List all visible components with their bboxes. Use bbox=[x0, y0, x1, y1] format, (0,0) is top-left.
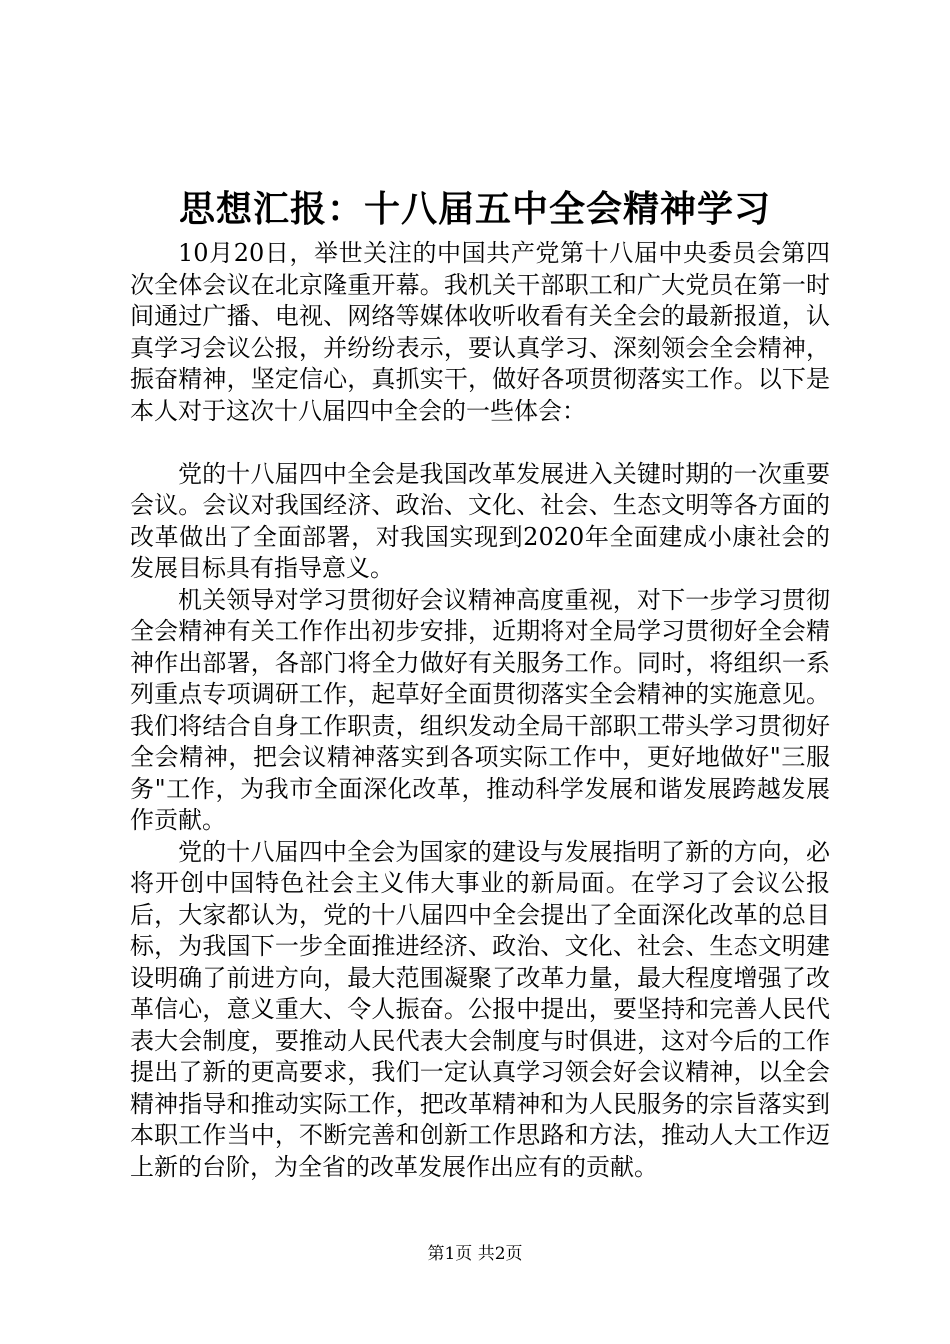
paragraph-significance: 党的十八届四中全会是我国改革发展进入关键时期的一次重要会议。会议对我国经济、政治、文化、社会、生态文明等各方面的改革做出了全面部署，对我国实现到2020年全面建成小康社会的发展目标具有指导意义。 bbox=[130, 459, 830, 582]
paragraph-direction: 党的十八届四中全会为国家的建设与发展指明了新的方向，必将开创中国特色社会主义伟大事业的新局面。在学习了会议公报后，大家都认为，党的十八届四中全会提出了全面深化改革的总目标，为我国下一步全面推进经济、政治、文化、社会、生态文明建设明确了前进方向，最大范围凝聚了改革力量，最大程度增强了改革信心，意义重大、令人振奋。公报中提出，要坚持和完善人民代表大会制度，要推动人民代表大会制度与时俱进，这对今后的工作提出了新的更高要求，我们一定认真学习领会好会议精神，以全会精神指导和推动实际工作，把改革精神和为人民服务的宗旨落实到本职工作当中，不断完善和创新工作思路和方法，推动人大工作迈上新的台阶，为全省的改革发展作出应有的贡献。 bbox=[130, 837, 830, 1181]
document-body bbox=[130, 238, 830, 1183]
page-number-footer: 第1页 共2页 bbox=[427, 1244, 523, 1264]
paragraph-spacer bbox=[130, 427, 830, 459]
document-title: 思想汇报：十八届五中全会精神学习 bbox=[178, 188, 771, 230]
paragraph-intro: 10月20日，举世关注的中国共产党第十八届中央委员会第四次全体会议在北京隆重开幕。我机关干部职工和广大党员在第一时间通过广播、电视、网络等媒体收听收看有关全会的最新报道，认真学习会议公报，并纷纷表示，要认真学习、深刻领会全会精神，振奋精神，坚定信心，真抓实干，做好各项贯彻落实工作。以下是本人对于这次十八届四中全会的一些体会： bbox=[130, 239, 830, 425]
paragraph-leadership: 机关领导对学习贯彻好会议精神高度重视，对下一步学习贯彻全会精神有关工作作出初步安排，近期将对全局学习贯彻好全会精神作出部署，各部门将全力做好有关服务工作。同时，将组织一系列重点专项调研工作，起草好全面贯彻落实全会精神的实施意见。我们将结合自身工作职责，组织发动全局干部职工带头学习贯彻好全会精神，把会议精神落实到各项实际工作中，更好地做好"三服务"工作，为我市全面深化改革，推动科学发展和谐发展跨越发展作贡献。 bbox=[130, 585, 830, 834]
